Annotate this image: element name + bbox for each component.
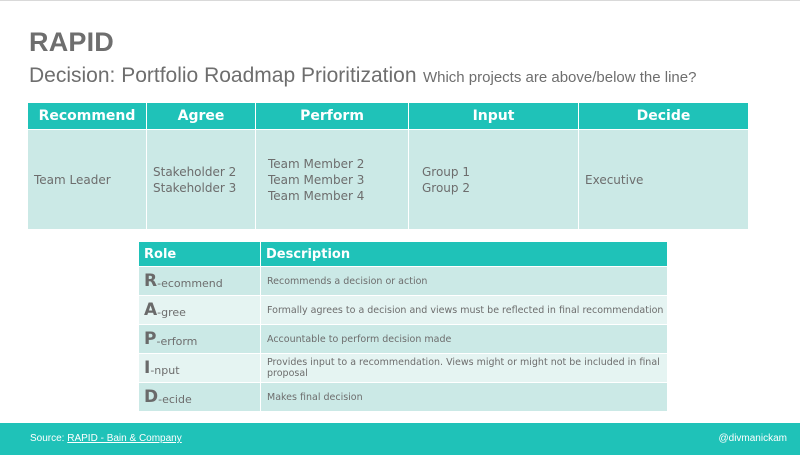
- rapid-assignment-table: [28, 103, 746, 229]
- perform-entry: Team Member 2: [268, 156, 365, 171]
- role-suffix: -erform: [156, 335, 198, 348]
- cell-perform: [256, 130, 408, 229]
- role-description: Formally agrees to a decision and views must be reflected in final recommendation: [261, 296, 667, 324]
- role-cell: [139, 383, 260, 411]
- role-letter: I: [144, 358, 151, 378]
- decision-title: Decision: Portfolio Roadmap Prioritization: [29, 64, 417, 87]
- slide-subtitle: [29, 64, 696, 88]
- author-handle: @divmanickam: [718, 433, 787, 444]
- perform-entry: Team Member 3: [268, 172, 365, 187]
- header-perform: Perform: [256, 103, 408, 129]
- role-suffix: -nput: [150, 364, 180, 377]
- role-cell: [139, 267, 260, 295]
- role-description: Accountable to perform decision made: [261, 325, 667, 353]
- perform-entry: Team Member 4: [268, 188, 365, 203]
- role-description: Makes final decision: [261, 383, 667, 411]
- agree-entry: Stakeholder 2: [153, 164, 237, 179]
- role-cell: [139, 296, 260, 324]
- footer-bar: [0, 423, 800, 455]
- role-cell: [139, 325, 260, 353]
- cell-decide: [579, 130, 748, 229]
- recommend-entry: Team Leader: [34, 172, 111, 187]
- decide-entry: Executive: [585, 172, 644, 187]
- cell-recommend: [28, 130, 146, 229]
- role-description: Recommends a decision or action: [261, 267, 667, 295]
- role-letter: D: [144, 387, 159, 407]
- cell-agree: [147, 130, 255, 229]
- role-suffix: -ecide: [158, 393, 192, 406]
- input-entry: Group 1: [422, 164, 470, 179]
- header-description: Description: [261, 242, 667, 266]
- cell-input: [409, 130, 578, 229]
- header-input: Input: [409, 103, 578, 129]
- role-suffix: -gree: [157, 306, 186, 319]
- header-role: Role: [139, 242, 260, 266]
- role-description-table: [139, 242, 667, 411]
- source-prefix: Source:: [30, 433, 68, 444]
- role-description: Provides input to a recommendation. Views might or might not be included in final proposal: [261, 354, 667, 382]
- source-citation: [30, 433, 182, 444]
- header-decide: Decide: [579, 103, 748, 129]
- role-suffix: -ecommend: [157, 277, 223, 290]
- role-letter: A: [144, 300, 158, 320]
- role-letter: R: [144, 271, 158, 291]
- slide-title: RAPID: [29, 27, 115, 57]
- header-recommend: Recommend: [28, 103, 146, 129]
- input-entry: Group 2: [422, 180, 470, 195]
- role-letter: P: [144, 329, 157, 349]
- top-divider: [0, 0, 800, 1]
- agree-entry: Stakeholder 3: [153, 180, 237, 195]
- decision-question: Which projects are above/below the line?: [422, 69, 697, 86]
- source-link[interactable]: RAPID - Bain & Company: [67, 433, 182, 444]
- header-agree: Agree: [147, 103, 255, 129]
- role-cell: [139, 354, 260, 382]
